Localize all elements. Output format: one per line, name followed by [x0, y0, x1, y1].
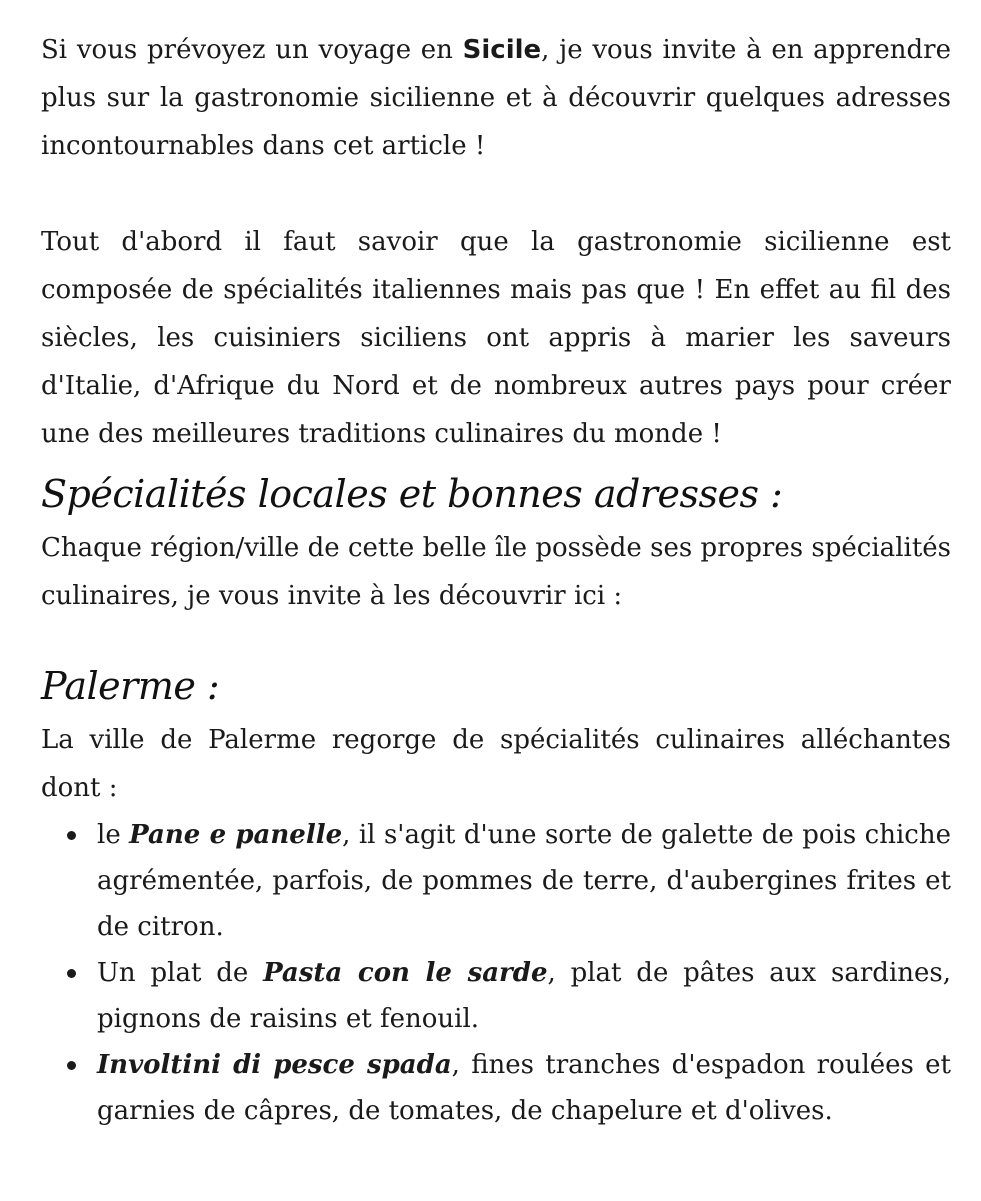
palerme-paragraph: La ville de Palerme regorge de spécialités culinaires alléchantes dont : [41, 725, 951, 803]
bullet-icon [67, 831, 76, 840]
list-item [97, 812, 951, 950]
list-item-text: , plat de pâtes aux sardines, pignons de raisins et fenouil. [97, 958, 951, 1034]
intro-text-before: Si vous prévoyez un voyage en [41, 35, 463, 65]
list-item-text: , fines tranches d'espadon roulées et garnies de câpres, de tomates, de chapelure et d'olives. [97, 1050, 951, 1126]
section-heading-specialites: Spécialités locales et bonnes adresses : [41, 472, 783, 516]
list-item-dish: Involtini di pesce spada [97, 1050, 452, 1080]
list-item-prefix: le [97, 820, 130, 850]
list-item-text: , il s'agit d'une sorte de galette de pois chiche agrémentée, parfois, de pommes de terre, d'aubergines frites et de citron. [97, 820, 951, 942]
list-item-dish: Pane e panelle [129, 820, 343, 850]
spacer [41, 620, 951, 656]
gastronomy-paragraph: Tout d'abord il faut savoir que la gastronomie sicilienne est composée de spécialités italiennes mais pas que ! En effet au fil des siècles, les cuisiniers siciliens ont appris à marier les saveurs d'Italie, d'Afrique du Nord et de nombreux autres pays pour créer une des meilleures traditions culinaires du monde ! [41, 227, 951, 449]
intro-bold-sicile: Sicile [462, 35, 542, 65]
article-body [41, 26, 951, 1134]
specialties-list [41, 812, 951, 1134]
list-item [97, 1042, 951, 1134]
list-item-prefix: Un plat de [97, 958, 264, 988]
bullet-icon [67, 1061, 76, 1070]
list-item [97, 950, 951, 1042]
bullet-icon [67, 969, 76, 978]
list-item-dish: Pasta con le sarde [263, 958, 548, 988]
intro-text-after: , je vous invite à en apprendre plus sur la gastronomie sicilienne et à découvrir quelques adresses incontournables dans cet article ! [41, 35, 951, 161]
spacer [41, 170, 951, 218]
regions-paragraph: Chaque région/ville de cette belle île possède ses propres spécialités culinaires, je vous invite à les découvrir ici : [41, 533, 951, 611]
section-heading-palerme: Palerme : [41, 664, 220, 708]
intro-paragraph [41, 26, 951, 170]
